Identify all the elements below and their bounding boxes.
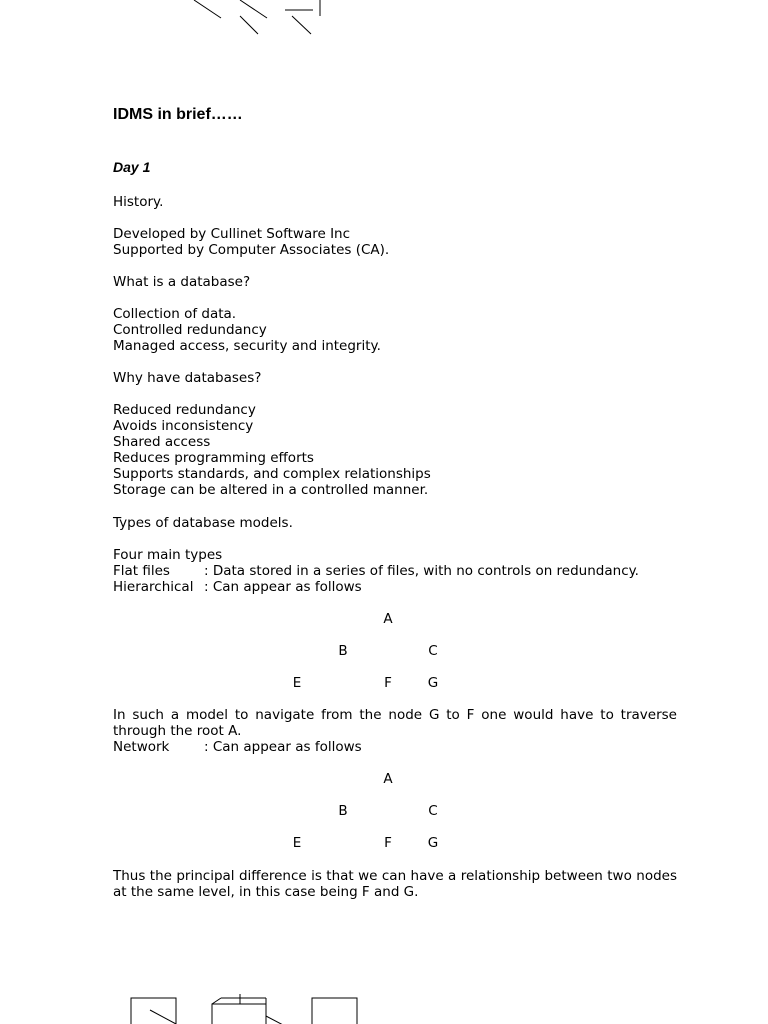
flat-files-desc: : Data stored in a series of files, with no controls on redundancy. <box>204 563 639 579</box>
types-heading: Types of database models. <box>113 515 293 531</box>
fragment-line <box>266 1016 285 1024</box>
list-item: Shared access <box>113 434 211 450</box>
flat-files-term: Flat files <box>113 563 170 579</box>
diagram-node: B <box>338 643 348 659</box>
list-item: Reduces programming efforts <box>113 450 314 466</box>
diagram-node: C <box>428 803 438 819</box>
fragment-line <box>292 16 311 34</box>
flat-files-definition <box>113 563 639 579</box>
fragment-line <box>240 16 258 34</box>
hierarchical-desc: : Can appear as follows <box>204 579 362 595</box>
fragment-box <box>212 1004 266 1024</box>
diagram-node: G <box>427 835 439 851</box>
hierarchical-definition <box>113 579 362 595</box>
diagram-node: E <box>292 835 302 851</box>
hierarchical-term: Hierarchical <box>113 579 194 595</box>
why-db-question: Why have databases? <box>113 370 262 386</box>
list-item: Collection of data. <box>113 306 237 322</box>
fragment-line <box>240 0 267 18</box>
network-desc: : Can appear as follows <box>204 739 362 755</box>
diagram-node: F <box>384 675 392 691</box>
supported-by: Supported by Computer Associates (CA). <box>113 242 390 258</box>
hierarchical-note: In such a model to navigate from the node G to F one would have to traverse through the root A. <box>113 707 677 739</box>
network-term: Network <box>113 739 170 755</box>
fragment-line <box>212 998 221 1004</box>
top-diagram-fragment <box>0 0 768 40</box>
list-item: Storage can be altered in a controlled manner. <box>113 482 429 498</box>
list-item: Managed access, security and integrity. <box>113 338 381 354</box>
bottom-diagram-fragment <box>0 990 768 1024</box>
list-item: Controlled redundancy <box>113 322 267 338</box>
history-heading: History. <box>113 194 164 210</box>
day-heading: Day 1 <box>113 159 151 175</box>
diagram-node: C <box>428 643 438 659</box>
diagram-node: A <box>383 611 393 627</box>
conclusion-paragraph: Thus the principal difference is that we can have a relationship between two nodes at the same level, in this case being F and G. <box>113 868 677 900</box>
four-main-types: Four main types <box>113 547 223 563</box>
list-item: Avoids inconsistency <box>113 418 254 434</box>
developed-by: Developed by Cullinet Software Inc <box>113 226 351 242</box>
diagram-node: F <box>384 835 392 851</box>
fragment-line <box>150 1010 176 1024</box>
fragment-box <box>312 998 357 1024</box>
list-item: Reduced redundancy <box>113 402 256 418</box>
diagram-node: B <box>338 803 348 819</box>
network-definition <box>113 739 362 755</box>
page-title: IDMS in brief…… <box>113 106 243 123</box>
diagram-node: E <box>292 675 302 691</box>
what-is-db-question: What is a database? <box>113 274 251 290</box>
diagram-node: A <box>383 771 393 787</box>
list-item: Supports standards, and complex relationships <box>113 466 431 482</box>
fragment-line <box>194 0 221 18</box>
diagram-node: G <box>427 675 439 691</box>
